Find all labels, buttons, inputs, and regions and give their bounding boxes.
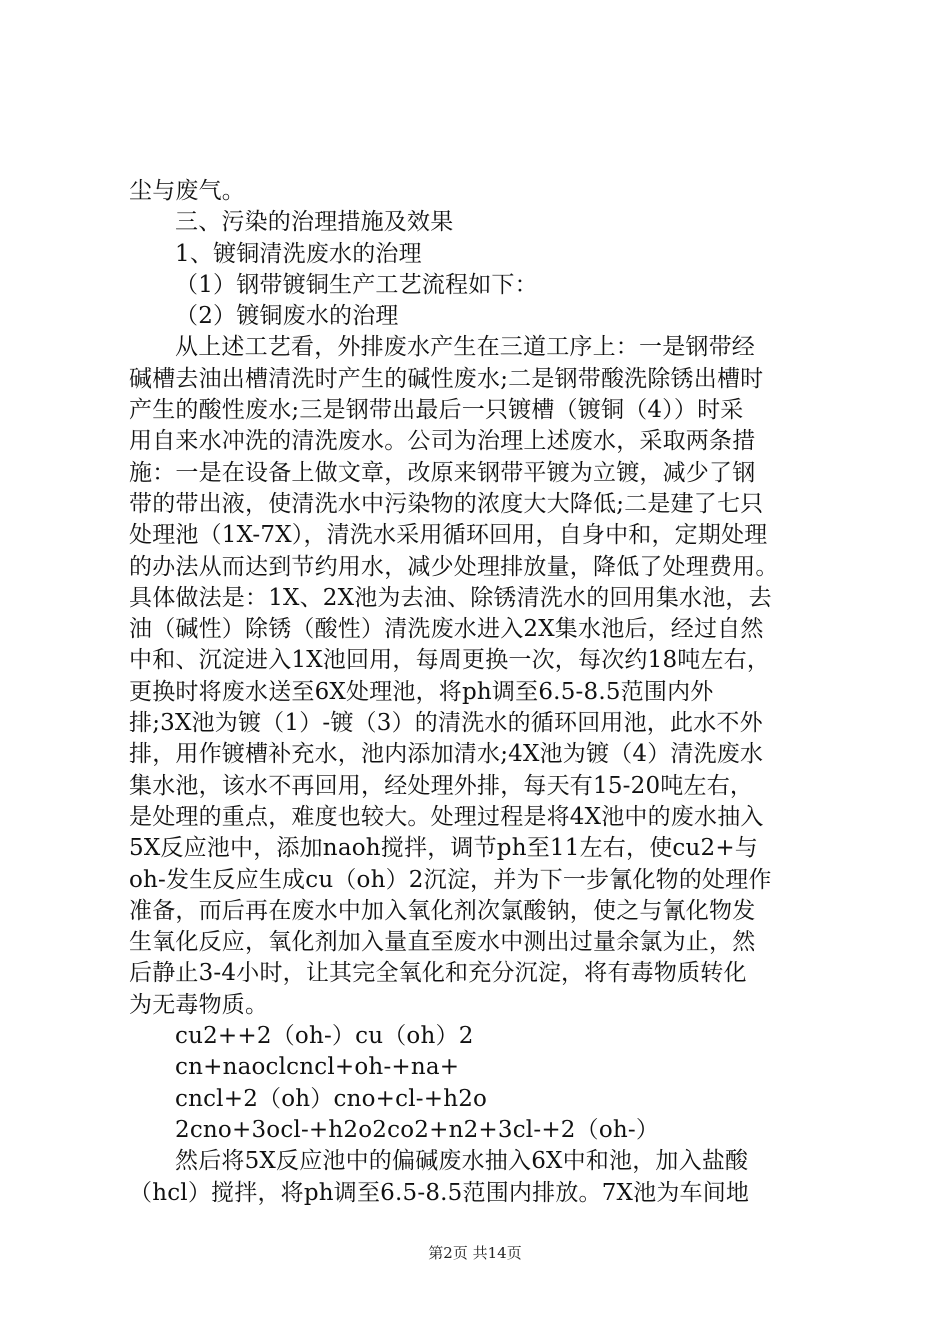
text-line: 5X反应池中，添加naoh搅拌，调节ph至11左右，使cu2+与 xyxy=(129,835,758,862)
page-footer xyxy=(0,1243,950,1263)
text-line: 碱槽去油出槽清洗时产生的碱性废水;二是钢带酸洗除锈出槽时 xyxy=(129,365,764,392)
text-line: 是处理的重点，难度也较大。处理过程是将4X池中的废水抽入 xyxy=(129,803,764,830)
text-line: 具体做法是：1X、2X池为去油、除锈清洗水的回用集水池，去 xyxy=(129,584,772,611)
text-line: 为无毒物质。 xyxy=(129,991,269,1018)
text-line: 更换时将废水送至6X处理池，将ph调至6.5-8.5范围内外 xyxy=(129,678,714,705)
text-line: 中和、沉淀进入1X池回用，每周更换一次，每次约18吨左右， xyxy=(129,647,771,674)
text-line: 处理池（1X-7X），清洗水采用循环回用，自身中和，定期处理 xyxy=(129,522,768,549)
text-line: 2cno+3ocl-+h2o2co2+n2+3cl-+2（oh-） xyxy=(175,1116,660,1143)
page-number: 第2页 共14页 xyxy=(428,1244,522,1262)
text-line: 带的带出液，使清洗水中污染物的浓度大大降低;二是建了七只 xyxy=(129,490,764,517)
text-line: 后静止3-4小时，让其完全氧化和充分沉淀，将有毒物质转化 xyxy=(129,960,747,987)
text-line: 生氧化反应，氧化剂加入量直至废水中测出过量余氯为止，然 xyxy=(129,929,756,956)
text-line: cncl+2（oh）cno+cl-+h2o xyxy=(175,1085,488,1112)
document-body xyxy=(129,176,829,1209)
text-line: 排;3X池为镀（1）-镀（3）的清洗水的循环回用池，此水不外 xyxy=(129,710,763,737)
text-line: 施：一是在设备上做文章，改原来钢带平镀为立镀，减少了钢 xyxy=(129,459,756,486)
text-line: 油（碱性）除锈（酸性）清洗废水进入2X集水池后，经过自然 xyxy=(129,616,764,643)
text-line: 集水池，该水不再回用，经处理外排，每天有15-20吨左右， xyxy=(129,772,754,799)
text-line: 从上述工艺看，外排废水产生在三道工序上：一是钢带经 xyxy=(175,334,755,361)
text-line: 然后将5X反应池中的偏碱废水抽入6X中和池，加入盐酸 xyxy=(175,1148,749,1175)
text-line: （hcl）搅拌，将ph调至6.5-8.5范围内排放。7X池为车间地 xyxy=(129,1179,750,1206)
text-line: 用自来水冲洗的清洗废水。公司为治理上述废水，采取两条措 xyxy=(129,428,756,455)
text-line: （2）镀铜废水的治理 xyxy=(175,303,399,330)
text-line: 排，用作镀槽补充水，池内添加清水;4X池为镀（4）清洗废水 xyxy=(129,741,764,768)
text-line: oh-发生反应生成cu（oh）2沉淀，并为下一步氰化物的处理作 xyxy=(129,866,772,893)
text-line: 产生的酸性废水;三是钢带出最后一只镀槽（镀铜（4））时采 xyxy=(129,397,744,424)
text-line: 三、污染的治理措施及效果 xyxy=(175,209,454,236)
text-line: 准备，而后再在废水中加入氧化剂次氯酸钠，使之与氰化物发 xyxy=(129,897,756,924)
text-line: 的办法从而达到节约用水，减少处理排放量，降低了处理费用。 xyxy=(129,553,779,580)
text-line: cn+naoclcncl+oh-+na+ xyxy=(175,1054,460,1081)
text-line: 尘与废气。 xyxy=(129,178,245,204)
text-line: （1）钢带镀铜生产工艺流程如下： xyxy=(175,271,538,298)
text-line: cu2++2（oh-）cu（oh）2 xyxy=(175,1023,474,1050)
text-line: 1、镀铜清洗废水的治理 xyxy=(175,240,422,267)
